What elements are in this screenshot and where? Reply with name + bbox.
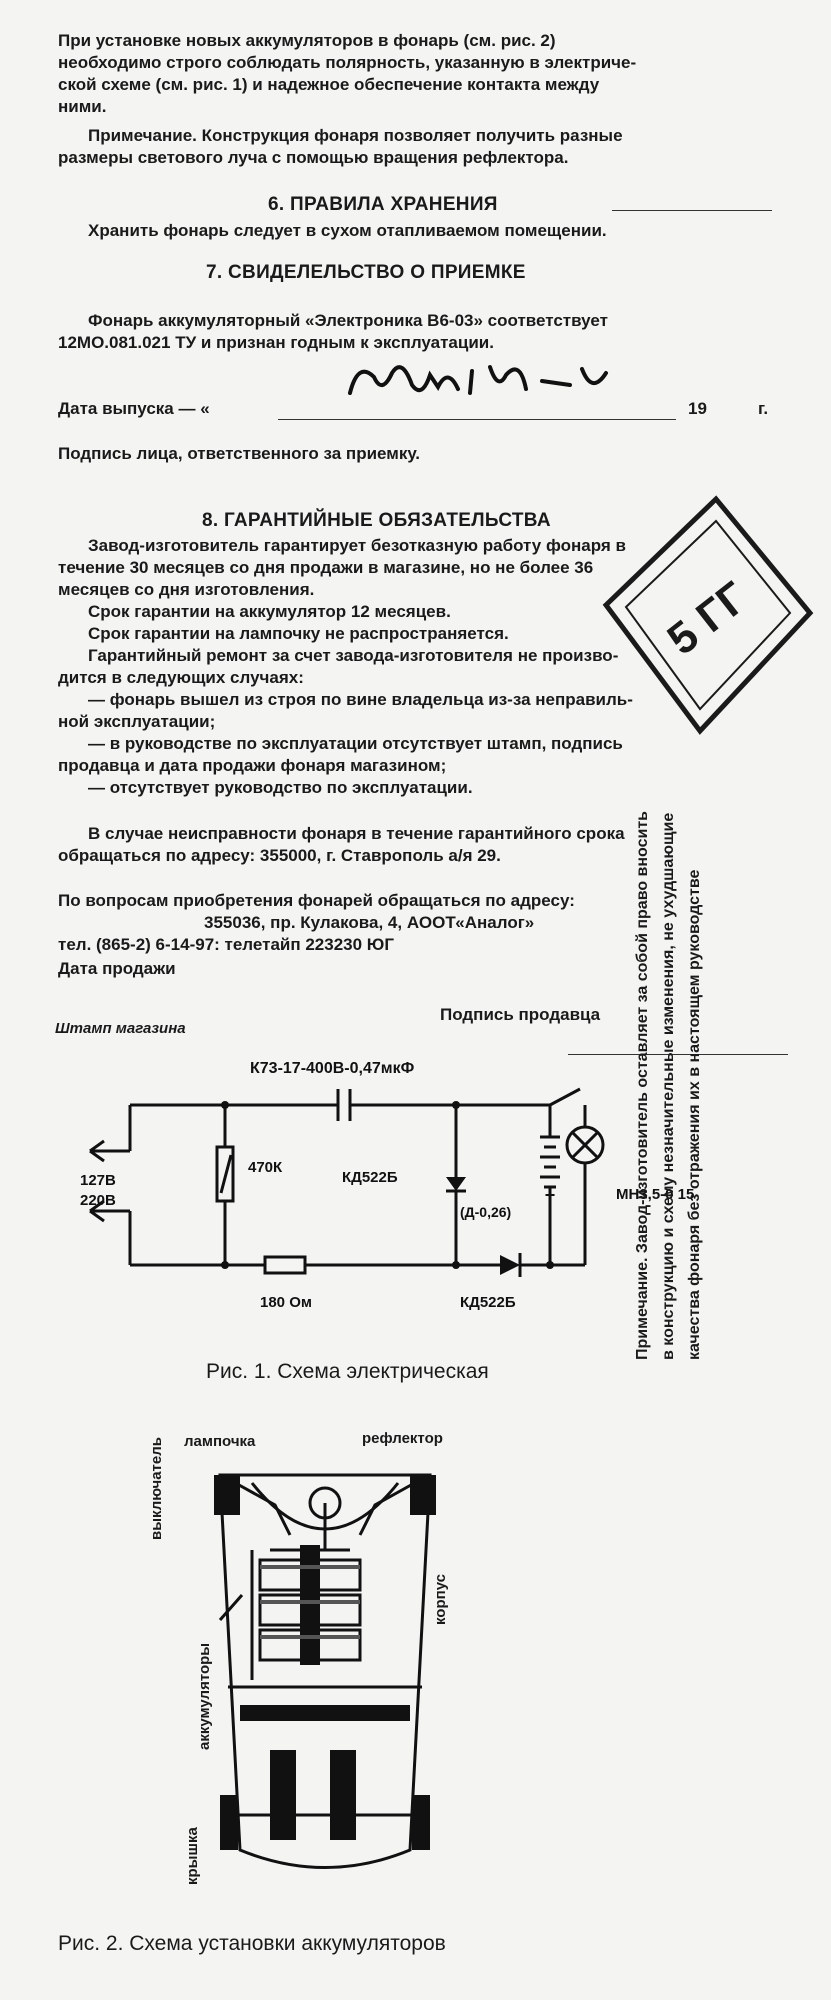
section-7-title: 7. СВИДЕЛЕЛЬСТВО О ПРИЕМКЕ (206, 262, 526, 283)
stamp-text: 5 ГГ (658, 572, 757, 665)
warranty-line-8: — фонарь вышел из строя по вине владельца из-за неправиль- (88, 690, 633, 709)
release-year-suffix: г. (758, 399, 769, 418)
diode-2-label: КД522Б (460, 1294, 516, 1311)
release-year-label: 19 (688, 399, 707, 418)
warranty-line-3: месяцев со дня изготовления. (58, 580, 315, 599)
section-8-title: 8. ГАРАНТИЙНЫЕ ОБЯЗАТЕЛЬСТВА (202, 510, 551, 531)
lamp-label: МН3,5-0 15 (616, 1186, 695, 1203)
warranty-line-2: течение 30 месяцев со дня продажи в магазине, но не более 36 (58, 558, 594, 577)
intro-line-2: необходимо строго соблюдать полярность, указанную в электриче- (58, 53, 637, 72)
fault-line-1: В случае неисправности фонаря в течение гарантийного срока (88, 824, 625, 843)
svg-text:+: + (544, 1185, 556, 1205)
voltage-127-label: 127В (80, 1172, 116, 1189)
diode-1-label: КД522Б (342, 1169, 398, 1186)
release-date-label: Дата выпуска — « (58, 399, 210, 418)
intro-note-line-1: Примечание. Конструкция фонаря позволяет получить разные (88, 126, 623, 145)
warranty-line-10: — в руководстве по эксплуатации отсутствует штамп, подпись (88, 734, 623, 753)
side-note-line-3: качества фонаря без отражения их в настоящем руководстве (686, 869, 703, 1360)
section-6-title: 6. ПРАВИЛА ХРАНЕНИЯ (268, 194, 498, 215)
warranty-line-7: дится в следующих случаях: (58, 668, 304, 687)
warranty-line-9: ной эксплуатации; (58, 712, 216, 731)
intro-line-3: ской схеме (см. рис. 1) и надежное обеспечение контакта между (58, 75, 600, 94)
purchase-line-3: тел. (865-2) 6-14-97: телетайп 223230 ЮГ (58, 935, 394, 954)
capacitor-label: К73-17-400В-0,47мкФ (250, 1060, 415, 1077)
label-lamp: лампочка (184, 1433, 256, 1450)
warranty-line-4: Срок гарантии на аккумулятор 12 месяцев. (88, 602, 451, 621)
inspection-stamp (596, 495, 816, 745)
label-batteries: аккумуляторы (196, 1642, 213, 1750)
sale-date-label: Дата продажи (58, 959, 176, 978)
purchase-line-1: По вопросам приобретения фонарей обращаться по адресу: (58, 891, 575, 910)
side-note-line-1: Примечание. Завод-изготовитель оставляет за собой право вносить (634, 810, 651, 1360)
seller-signature-label: Подпись продавца (440, 1005, 601, 1024)
divider (612, 210, 772, 211)
battery-installation-diagram (200, 1455, 460, 1895)
section-7-line-2: 12МО.081.021 ТУ и признан годным к эксплуатации. (58, 333, 494, 352)
warranty-line-11: продавца и дата продажи фонаря магазином; (58, 756, 447, 775)
warranty-line-6: Гарантийный ремонт за счет завода-изготовителя не произво- (88, 646, 619, 665)
label-switch: выключатель (148, 1437, 165, 1540)
warranty-line-1: Завод-изготовитель гарантирует безотказную работу фонаря в (88, 536, 626, 555)
intro-line-4: ними. (58, 97, 107, 116)
release-date-line (278, 419, 676, 420)
intro-note-line-2: размеры светового луча с помощью вращения рефлектора. (58, 148, 569, 167)
diode-1-sub-label: (Д-0,26) (460, 1204, 512, 1220)
label-body: корпус (432, 1573, 449, 1625)
resistor-180-label: 180 Ом (260, 1294, 312, 1311)
side-note (630, 811, 708, 1360)
figure-1-caption: Рис. 1. Схема электрическая (206, 1360, 489, 1383)
side-note-line-2: в конструкцию и схему незначительные изменения, не ухудшающие (660, 812, 677, 1360)
purchase-line-2: 355036, пр. Кулакова, 4, АООТ«Аналог» (204, 913, 535, 932)
figure-2-caption: Рис. 2. Схема установки аккумуляторов (58, 1932, 446, 1955)
shop-stamp-label: Штамп магазина (55, 1020, 186, 1037)
section-6-text: Хранить фонарь следует в сухом отапливаемом помещении. (88, 221, 607, 240)
voltage-220-label: 220В (80, 1192, 116, 1209)
warranty-line-12: — отсутствует руководство по эксплуатации. (88, 778, 473, 797)
fault-line-2: обращаться по адресу: 355000, г. Ставрополь а/я 29. (58, 846, 501, 865)
label-cover: крышка (184, 1827, 201, 1885)
handwritten-signature (330, 355, 620, 403)
warranty-line-5: Срок гарантии на лампочку не распространяется. (88, 624, 509, 643)
intro-line-1: При установке новых аккумуляторов в фонарь (см. рис. 2) (58, 31, 556, 50)
resistor-470k-label: 470К (248, 1159, 283, 1176)
label-reflector: рефлектор (362, 1430, 443, 1447)
section-7-line-1: Фонарь аккумуляторный «Электроника В6-03» соответствует (88, 311, 608, 330)
acceptance-signature-label: Подпись лица, ответственного за приемку. (58, 444, 421, 463)
